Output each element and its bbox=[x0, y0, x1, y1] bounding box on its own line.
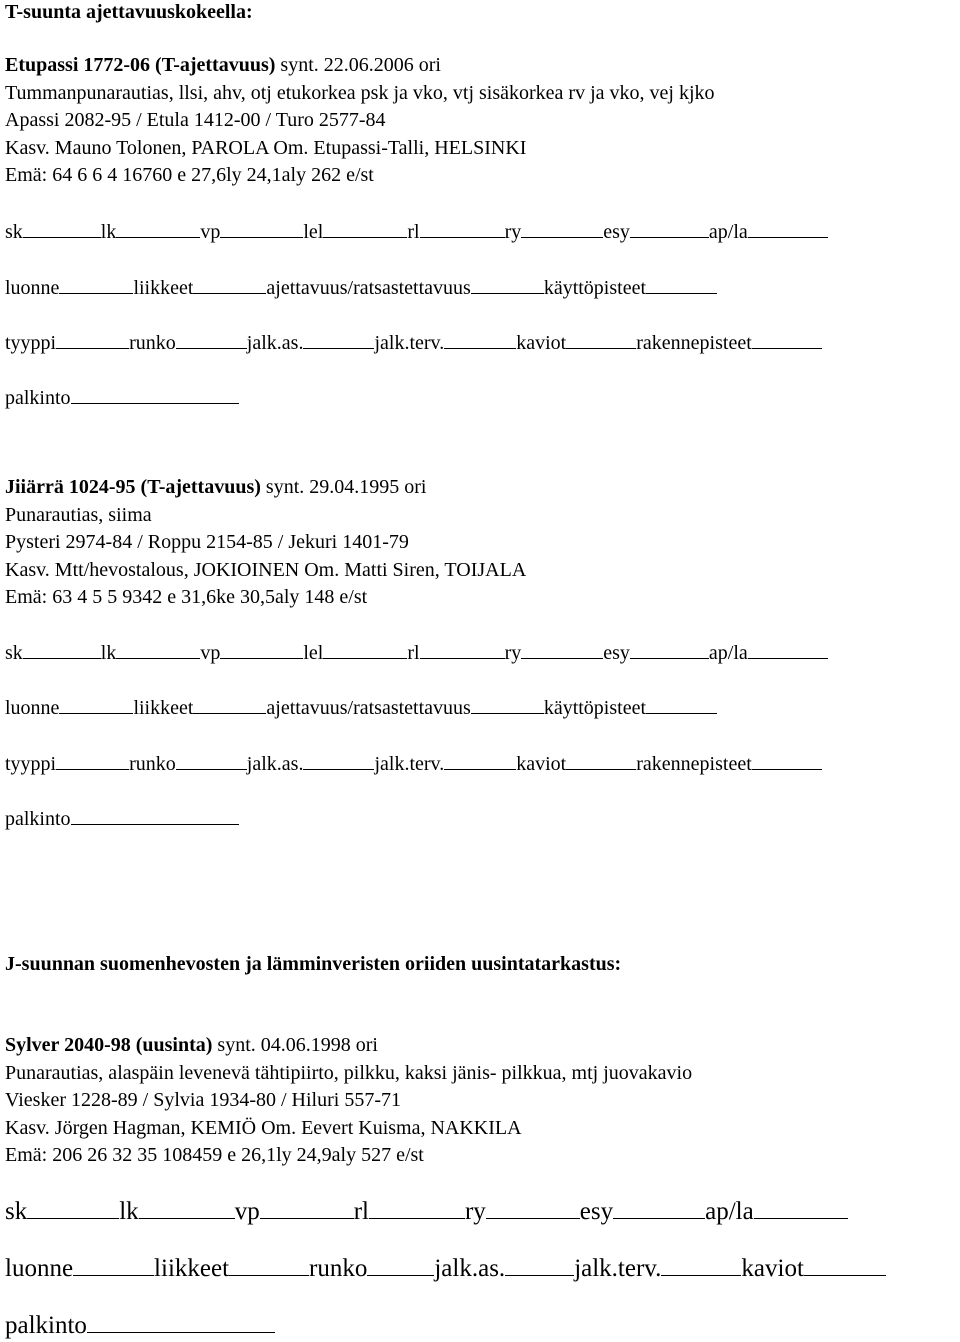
field-liikkeet: liikkeet bbox=[133, 697, 194, 719]
horse-title bbox=[5, 53, 441, 77]
field-ap-la: ap/la bbox=[708, 221, 748, 243]
horse-dam: Emä: 206 26 32 35 108459 e 26,1ly 24,9aly 527 e/st bbox=[5, 1144, 424, 1166]
section-heading-j: J-suunnan suomenhevosten ja lämminveristen oriiden uusintatarkastus: bbox=[5, 953, 622, 975]
field-sk: sk bbox=[5, 1198, 28, 1225]
horse-color: Tummanpunarautias, llsi, ahv, otj etukorkea psk ja vko, vtj sisäkorkea rv ja vko, vej kjko bbox=[5, 82, 715, 104]
score-row-4 bbox=[5, 807, 239, 831]
blank-jalk-terv[interactable] bbox=[661, 1274, 741, 1276]
field-luonne: luonne bbox=[5, 277, 60, 299]
blank-jalk-terv[interactable] bbox=[444, 768, 516, 770]
blank-luonne[interactable] bbox=[73, 1274, 154, 1276]
blank-tyyppi[interactable] bbox=[56, 347, 129, 349]
field-ry: ry bbox=[464, 1198, 486, 1225]
blank-vp[interactable] bbox=[220, 657, 303, 659]
blank-tyyppi[interactable] bbox=[56, 768, 129, 770]
horse-name: Jiiärrä 1024-95 (T-ajettavuus) bbox=[5, 476, 261, 498]
field-tyyppi: tyyppi bbox=[5, 753, 57, 775]
field-kayttopisteet: käyttöpisteet bbox=[543, 277, 647, 299]
score-row-2 bbox=[5, 696, 717, 720]
blank-sk[interactable] bbox=[23, 236, 101, 238]
field-ap-la: ap/la bbox=[708, 642, 748, 664]
field-tyyppi: tyyppi bbox=[5, 332, 57, 354]
blank-kaviot[interactable] bbox=[804, 1274, 886, 1276]
field-sk: sk bbox=[5, 221, 23, 243]
blank-ajettavuus[interactable] bbox=[471, 712, 544, 714]
blank-esy[interactable] bbox=[613, 1217, 705, 1219]
blank-ry[interactable] bbox=[521, 657, 603, 659]
blank-kaviot[interactable] bbox=[566, 347, 636, 349]
blank-ry[interactable] bbox=[486, 1217, 580, 1219]
horse-breeder: Kasv. Jörgen Hagman, KEMIÖ Om. Eevert Kuisma, NAKKILA bbox=[5, 1117, 522, 1139]
field-kaviot: kaviot bbox=[516, 753, 567, 775]
field-rl: rl bbox=[407, 221, 420, 243]
field-rakennepisteet: rakennepisteet bbox=[636, 753, 752, 775]
blank-sk[interactable] bbox=[27, 1217, 119, 1219]
field-rl: rl bbox=[353, 1198, 369, 1225]
field-ry: ry bbox=[504, 642, 522, 664]
blank-kaviot[interactable] bbox=[566, 768, 636, 770]
blank-rakennepisteet[interactable] bbox=[752, 347, 822, 349]
field-rakennepisteet: rakennepisteet bbox=[636, 332, 752, 354]
blank-esy[interactable] bbox=[630, 236, 709, 238]
blank-ap-la[interactable] bbox=[748, 236, 828, 238]
blank-ap-la[interactable] bbox=[754, 1217, 848, 1219]
score-row-3 bbox=[5, 752, 822, 776]
blank-lk[interactable] bbox=[139, 1217, 235, 1219]
score-row-c bbox=[5, 1311, 275, 1341]
field-liikkeet: liikkeet bbox=[133, 277, 194, 299]
field-vp: vp bbox=[200, 221, 221, 243]
field-luonne: luonne bbox=[5, 1255, 74, 1282]
horse-birth: synt. 04.06.1998 ori bbox=[212, 1034, 378, 1056]
score-row-2 bbox=[5, 276, 717, 300]
blank-sk[interactable] bbox=[23, 657, 101, 659]
field-lel: lel bbox=[303, 221, 324, 243]
field-lk: lk bbox=[100, 642, 117, 664]
field-jalk-as: jalk.as. bbox=[434, 1255, 506, 1282]
blank-kayttopisteet[interactable] bbox=[646, 292, 717, 294]
field-runko: runko bbox=[129, 753, 176, 775]
blank-vp[interactable] bbox=[220, 236, 303, 238]
blank-jalk-as[interactable] bbox=[303, 347, 374, 349]
horse-pedigree: Viesker 1228-89 / Sylvia 1934-80 / Hiluri 557-71 bbox=[5, 1089, 401, 1111]
blank-rakennepisteet[interactable] bbox=[752, 768, 822, 770]
blank-liikkeet[interactable] bbox=[193, 712, 266, 714]
field-jalk-as: jalk.as. bbox=[246, 332, 304, 354]
blank-vp[interactable] bbox=[260, 1217, 354, 1219]
field-runko: runko bbox=[129, 332, 176, 354]
horse-color: Punarautias, siima bbox=[5, 504, 152, 526]
blank-palkinto[interactable] bbox=[71, 402, 239, 404]
horse-title bbox=[5, 475, 426, 499]
blank-luonne[interactable] bbox=[59, 292, 133, 294]
score-row-b bbox=[5, 1254, 886, 1284]
blank-jalk-as[interactable] bbox=[505, 1274, 574, 1276]
blank-rl[interactable] bbox=[420, 657, 505, 659]
blank-liikkeet[interactable] bbox=[193, 292, 266, 294]
horse-name: Sylver 2040-98 (uusinta) bbox=[5, 1034, 213, 1056]
blank-runko[interactable] bbox=[367, 1274, 434, 1276]
score-row-1 bbox=[5, 220, 828, 244]
blank-kayttopisteet[interactable] bbox=[646, 712, 717, 714]
field-jalk-terv: jalk.terv. bbox=[574, 1255, 662, 1282]
horse-name: Etupassi 1772-06 (T-ajettavuus) bbox=[5, 54, 276, 76]
blank-jalk-terv[interactable] bbox=[444, 347, 516, 349]
horse-birth: synt. 22.06.2006 ori bbox=[275, 54, 441, 76]
blank-lel[interactable] bbox=[323, 657, 407, 659]
score-row-1 bbox=[5, 641, 828, 665]
field-runko: runko bbox=[309, 1255, 368, 1282]
blank-ry[interactable] bbox=[521, 236, 603, 238]
blank-liikkeet[interactable] bbox=[229, 1274, 309, 1276]
score-row-a bbox=[5, 1197, 848, 1227]
blank-runko[interactable] bbox=[176, 347, 247, 349]
horse-dam: Emä: 63 4 5 5 9342 e 31,6ke 30,5aly 148 e/st bbox=[5, 586, 368, 608]
horse-pedigree: Pysteri 2974-84 / Roppu 2154-85 / Jekuri 1401-79 bbox=[5, 531, 409, 553]
field-esy: esy bbox=[603, 642, 630, 664]
blank-luonne[interactable] bbox=[59, 712, 133, 714]
blank-runko[interactable] bbox=[176, 768, 247, 770]
blank-lk[interactable] bbox=[116, 657, 200, 659]
field-palkinto: palkinto bbox=[5, 387, 71, 409]
field-kayttopisteet: käyttöpisteet bbox=[543, 697, 647, 719]
field-lel: lel bbox=[303, 642, 324, 664]
blank-rl[interactable] bbox=[369, 1217, 465, 1219]
blank-ap-la[interactable] bbox=[748, 657, 828, 659]
blank-lk[interactable] bbox=[116, 236, 200, 238]
field-kaviot: kaviot bbox=[741, 1255, 804, 1282]
field-jalk-terv: jalk.terv. bbox=[374, 753, 445, 775]
blank-esy[interactable] bbox=[630, 657, 709, 659]
horse-title bbox=[5, 1033, 378, 1057]
field-lk: lk bbox=[100, 221, 117, 243]
field-palkinto: palkinto bbox=[5, 1312, 87, 1339]
field-ap-la: ap/la bbox=[705, 1198, 754, 1225]
field-liikkeet: liikkeet bbox=[154, 1255, 230, 1282]
field-sk: sk bbox=[5, 642, 23, 664]
field-luonne: luonne bbox=[5, 697, 60, 719]
field-esy: esy bbox=[579, 1198, 614, 1225]
horse-birth: synt. 29.04.1995 ori bbox=[260, 476, 427, 498]
blank-ajettavuus[interactable] bbox=[471, 292, 544, 294]
horse-breeder: Kasv. Mauno Tolonen, PAROLA Om. Etupassi-Talli, HELSINKI bbox=[5, 137, 527, 159]
field-kaviot: kaviot bbox=[516, 332, 567, 354]
horse-pedigree: Apassi 2082-95 / Etula 1412-00 / Turo 2577-84 bbox=[5, 109, 386, 131]
field-palkinto: palkinto bbox=[5, 808, 71, 830]
score-row-3 bbox=[5, 331, 822, 355]
horse-dam: Emä: 64 6 6 4 16760 e 27,6ly 24,1aly 262 e/st bbox=[5, 164, 374, 186]
field-lk: lk bbox=[119, 1198, 139, 1225]
field-jalk-terv: jalk.terv. bbox=[374, 332, 445, 354]
score-row-4 bbox=[5, 386, 239, 410]
field-vp: vp bbox=[200, 642, 221, 664]
field-rl: rl bbox=[407, 642, 420, 664]
section-heading-t: T-suunta ajettavuuskokeella: bbox=[5, 1, 253, 23]
field-ry: ry bbox=[504, 221, 522, 243]
blank-lel[interactable] bbox=[323, 236, 407, 238]
horse-breeder: Kasv. Mtt/hevostalous, JOKIOINEN Om. Matti Siren, TOIJALA bbox=[5, 559, 527, 581]
field-ajettavuus: ajettavuus/ratsastettavuus bbox=[266, 697, 471, 719]
field-vp: vp bbox=[234, 1198, 260, 1225]
field-esy: esy bbox=[603, 221, 630, 243]
blank-palkinto[interactable] bbox=[87, 1331, 275, 1333]
blank-palkinto[interactable] bbox=[71, 823, 239, 825]
blank-jalk-as[interactable] bbox=[303, 768, 374, 770]
field-jalk-as: jalk.as. bbox=[246, 753, 304, 775]
blank-rl[interactable] bbox=[420, 236, 505, 238]
horse-color: Punarautias, alaspäin levenevä tähtipiirto, pilkku, kaksi jänis- pilkkua, mtj juovakavio bbox=[5, 1062, 693, 1084]
field-ajettavuus: ajettavuus/ratsastettavuus bbox=[266, 277, 471, 299]
